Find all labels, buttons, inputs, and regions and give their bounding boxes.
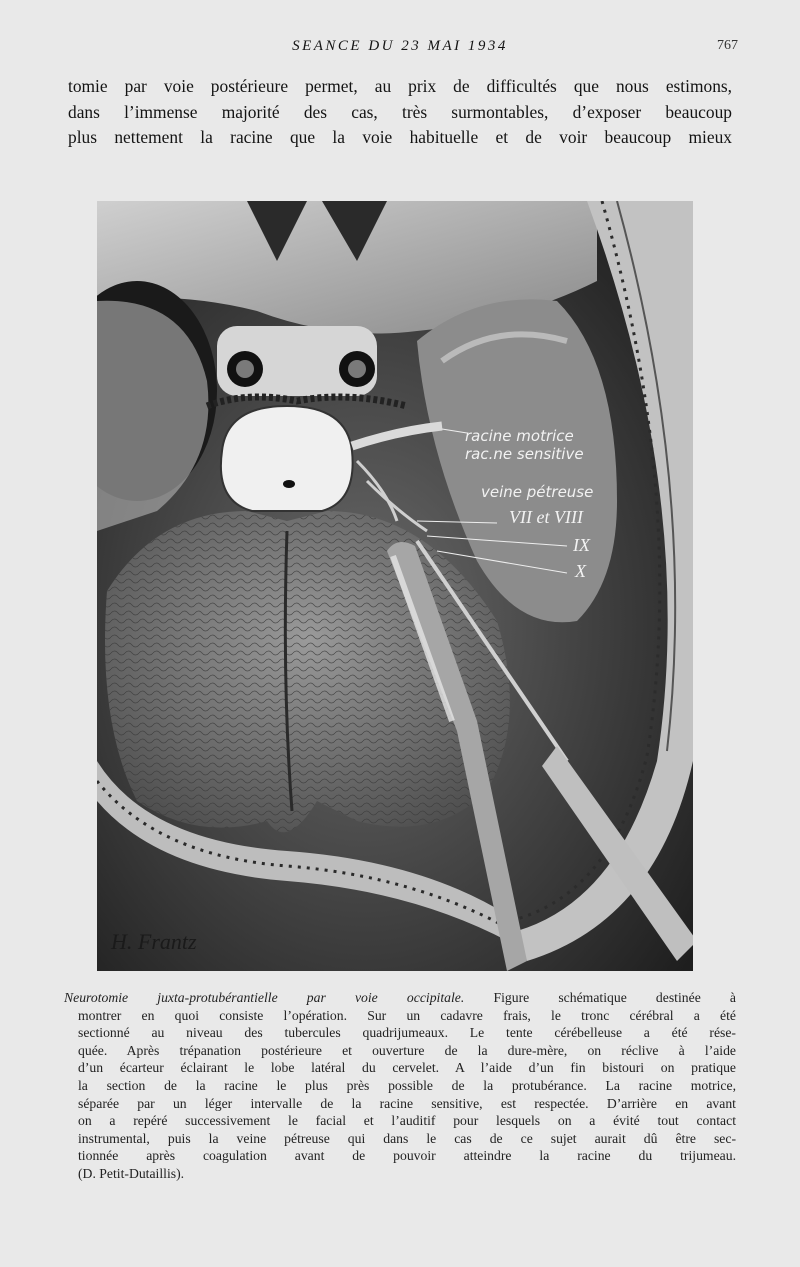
running-title: SEANCE DU 23 MAI 1934	[292, 38, 508, 54]
body-line: dans l’immense majorité des cas, très surmontables, d’exposer beaucoup	[68, 101, 732, 122]
artist-signature: H. Frantz	[111, 929, 197, 954]
caption-line	[64, 989, 736, 1007]
label-nerve-9: IX	[573, 535, 590, 555]
caption-line: montrer en quoi consiste l’opération. Sur un cadavre frais, le tronc cérébral a été	[78, 1007, 736, 1023]
page-number: 767	[717, 38, 738, 53]
caption-line: tionnée après coagulation avant de pouvoir atteindre la racine du trijumeau.	[78, 1148, 736, 1164]
illustration-drawing	[97, 201, 693, 971]
running-head	[0, 38, 800, 58]
label-sensory-root: rac.ne sensitive	[465, 445, 584, 463]
body-line: plus nettement la racine que la voie habituelle et de voir beaucoup mieux	[68, 127, 732, 147]
caption-line: la section de la racine le plus près possible de la protubérance. La racine motrice,	[78, 1077, 736, 1093]
caption-line: quée. Après trépanation postérieure et ouverture de la dure-mère, on réclive à l’aide	[78, 1042, 736, 1058]
brainstem-section	[221, 406, 353, 511]
caption-line: (D. Petit-Dutaillis).	[78, 1165, 185, 1181]
caption-line: instrumental, puis la veine pétreuse qui dans le cas de ce sujet aurait dû être sec-	[78, 1130, 736, 1146]
caption-line: d’un écarteur éclairant le lobe latéral du cervelet. A l’aide d’un fin bistouri on pratique	[78, 1060, 736, 1076]
caption-line: on a repéré successivement le facial et l’auditif pour lesquels on a évité tout contact	[78, 1113, 736, 1129]
caption-text: Figure schématique destinée à	[493, 990, 736, 1005]
label-nerves-7-8: VII et VIII	[509, 507, 583, 527]
anatomical-illustration	[97, 201, 693, 971]
body-paragraph	[68, 74, 732, 151]
label-petrosal-vein: veine pétreuse	[481, 483, 594, 501]
figure-caption	[64, 989, 736, 1183]
body-line: tomie par voie postérieure permet, au prix de difficultés que nous estimons,	[68, 76, 732, 96]
label-nerve-10: X	[575, 561, 586, 581]
caption-line: séparée par un léger intervalle de la racine sensitive, est respectée. D’arrière en avant	[78, 1095, 736, 1111]
label-motor-root: racine motrice	[465, 427, 574, 445]
caption-line: sectionné au niveau des tubercules quadrijumeaux. Le tente cérébelleuse a été rése-	[78, 1025, 736, 1041]
caption-title: Neurotomie juxta-protubérantielle par voie occipitale.	[64, 990, 465, 1005]
